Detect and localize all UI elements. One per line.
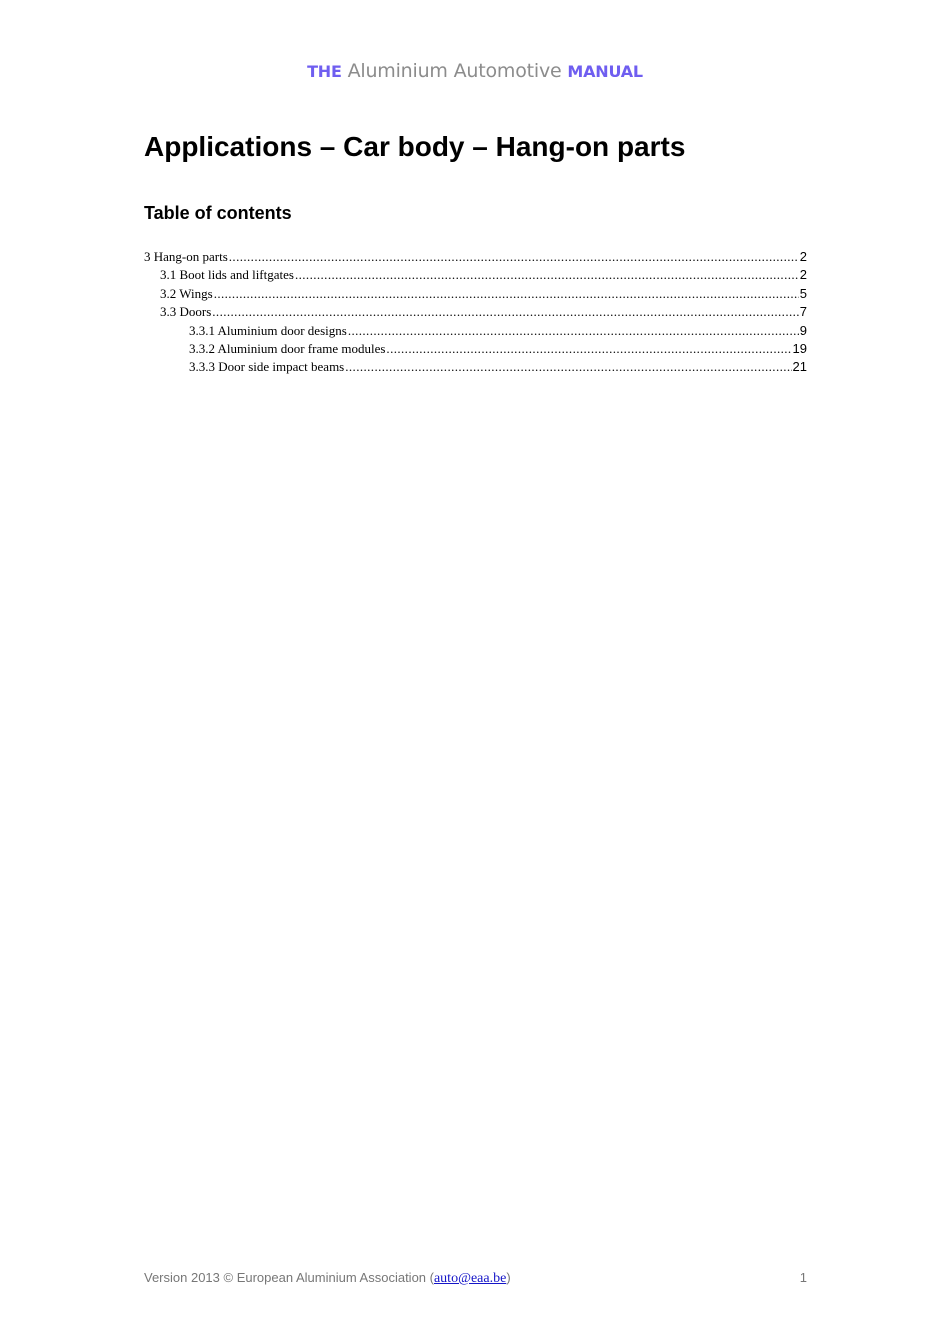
toc-entry-title: 3.3.2 Aluminium door frame modules bbox=[189, 340, 386, 356]
running-header bbox=[0, 60, 950, 82]
table-of-contents bbox=[144, 248, 807, 377]
header-word-manual: MANUAL bbox=[567, 62, 643, 81]
toc-leader-dots bbox=[295, 266, 799, 284]
toc-entry-page: 21 bbox=[792, 359, 807, 375]
footer-version-prefix: Version 2013 © European Aluminium Association ( bbox=[144, 1270, 434, 1285]
toc-entry[interactable] bbox=[144, 248, 807, 266]
toc-entry-page: 7 bbox=[799, 304, 807, 320]
page-title: Applications – Car body – Hang-on parts bbox=[144, 131, 686, 162]
toc-entry-title: 3.1 Boot lids and liftgates bbox=[160, 267, 294, 283]
footer-version-line bbox=[144, 1270, 511, 1287]
toc-entry-page: 2 bbox=[799, 249, 807, 264]
toc-leader-dots bbox=[229, 248, 799, 266]
footer-page-number: 1 bbox=[799, 1270, 807, 1285]
toc-entry-title: 3.3 Doors bbox=[160, 304, 212, 320]
toc-entry-title: 3.3.3 Door side impact beams bbox=[189, 359, 345, 375]
toc-entry[interactable] bbox=[144, 340, 807, 358]
footer-version-suffix: ) bbox=[506, 1270, 511, 1285]
toc-entry-page: 5 bbox=[799, 285, 807, 301]
toc-leader-dots bbox=[386, 340, 791, 358]
header-word-the: THE bbox=[307, 62, 342, 81]
header-word-aluminium-automotive: Aluminium Automotive bbox=[347, 60, 562, 82]
toc-entry-title: 3.2 Wings bbox=[160, 285, 213, 301]
toc-entry[interactable] bbox=[144, 322, 807, 340]
toc-leader-dots bbox=[212, 303, 798, 321]
toc-entry[interactable] bbox=[144, 358, 807, 376]
toc-leader-dots bbox=[348, 322, 799, 340]
toc-leader-dots bbox=[345, 358, 791, 376]
toc-entry-page: 19 bbox=[792, 340, 807, 356]
page-footer bbox=[144, 1270, 807, 1287]
toc-entry[interactable] bbox=[144, 303, 807, 321]
toc-entry-title: 3.3.1 Aluminium door designs bbox=[189, 322, 347, 338]
toc-entry[interactable] bbox=[144, 285, 807, 303]
toc-heading: Table of contents bbox=[144, 203, 292, 223]
toc-entry-page: 9 bbox=[799, 322, 807, 338]
toc-leader-dots bbox=[214, 285, 799, 303]
toc-entry-page: 2 bbox=[799, 267, 807, 283]
toc-entry-title: 3 Hang-on parts bbox=[144, 249, 228, 264]
footer-email-link[interactable]: auto@eaa.be bbox=[433, 1271, 507, 1286]
toc-entry[interactable] bbox=[144, 266, 807, 284]
